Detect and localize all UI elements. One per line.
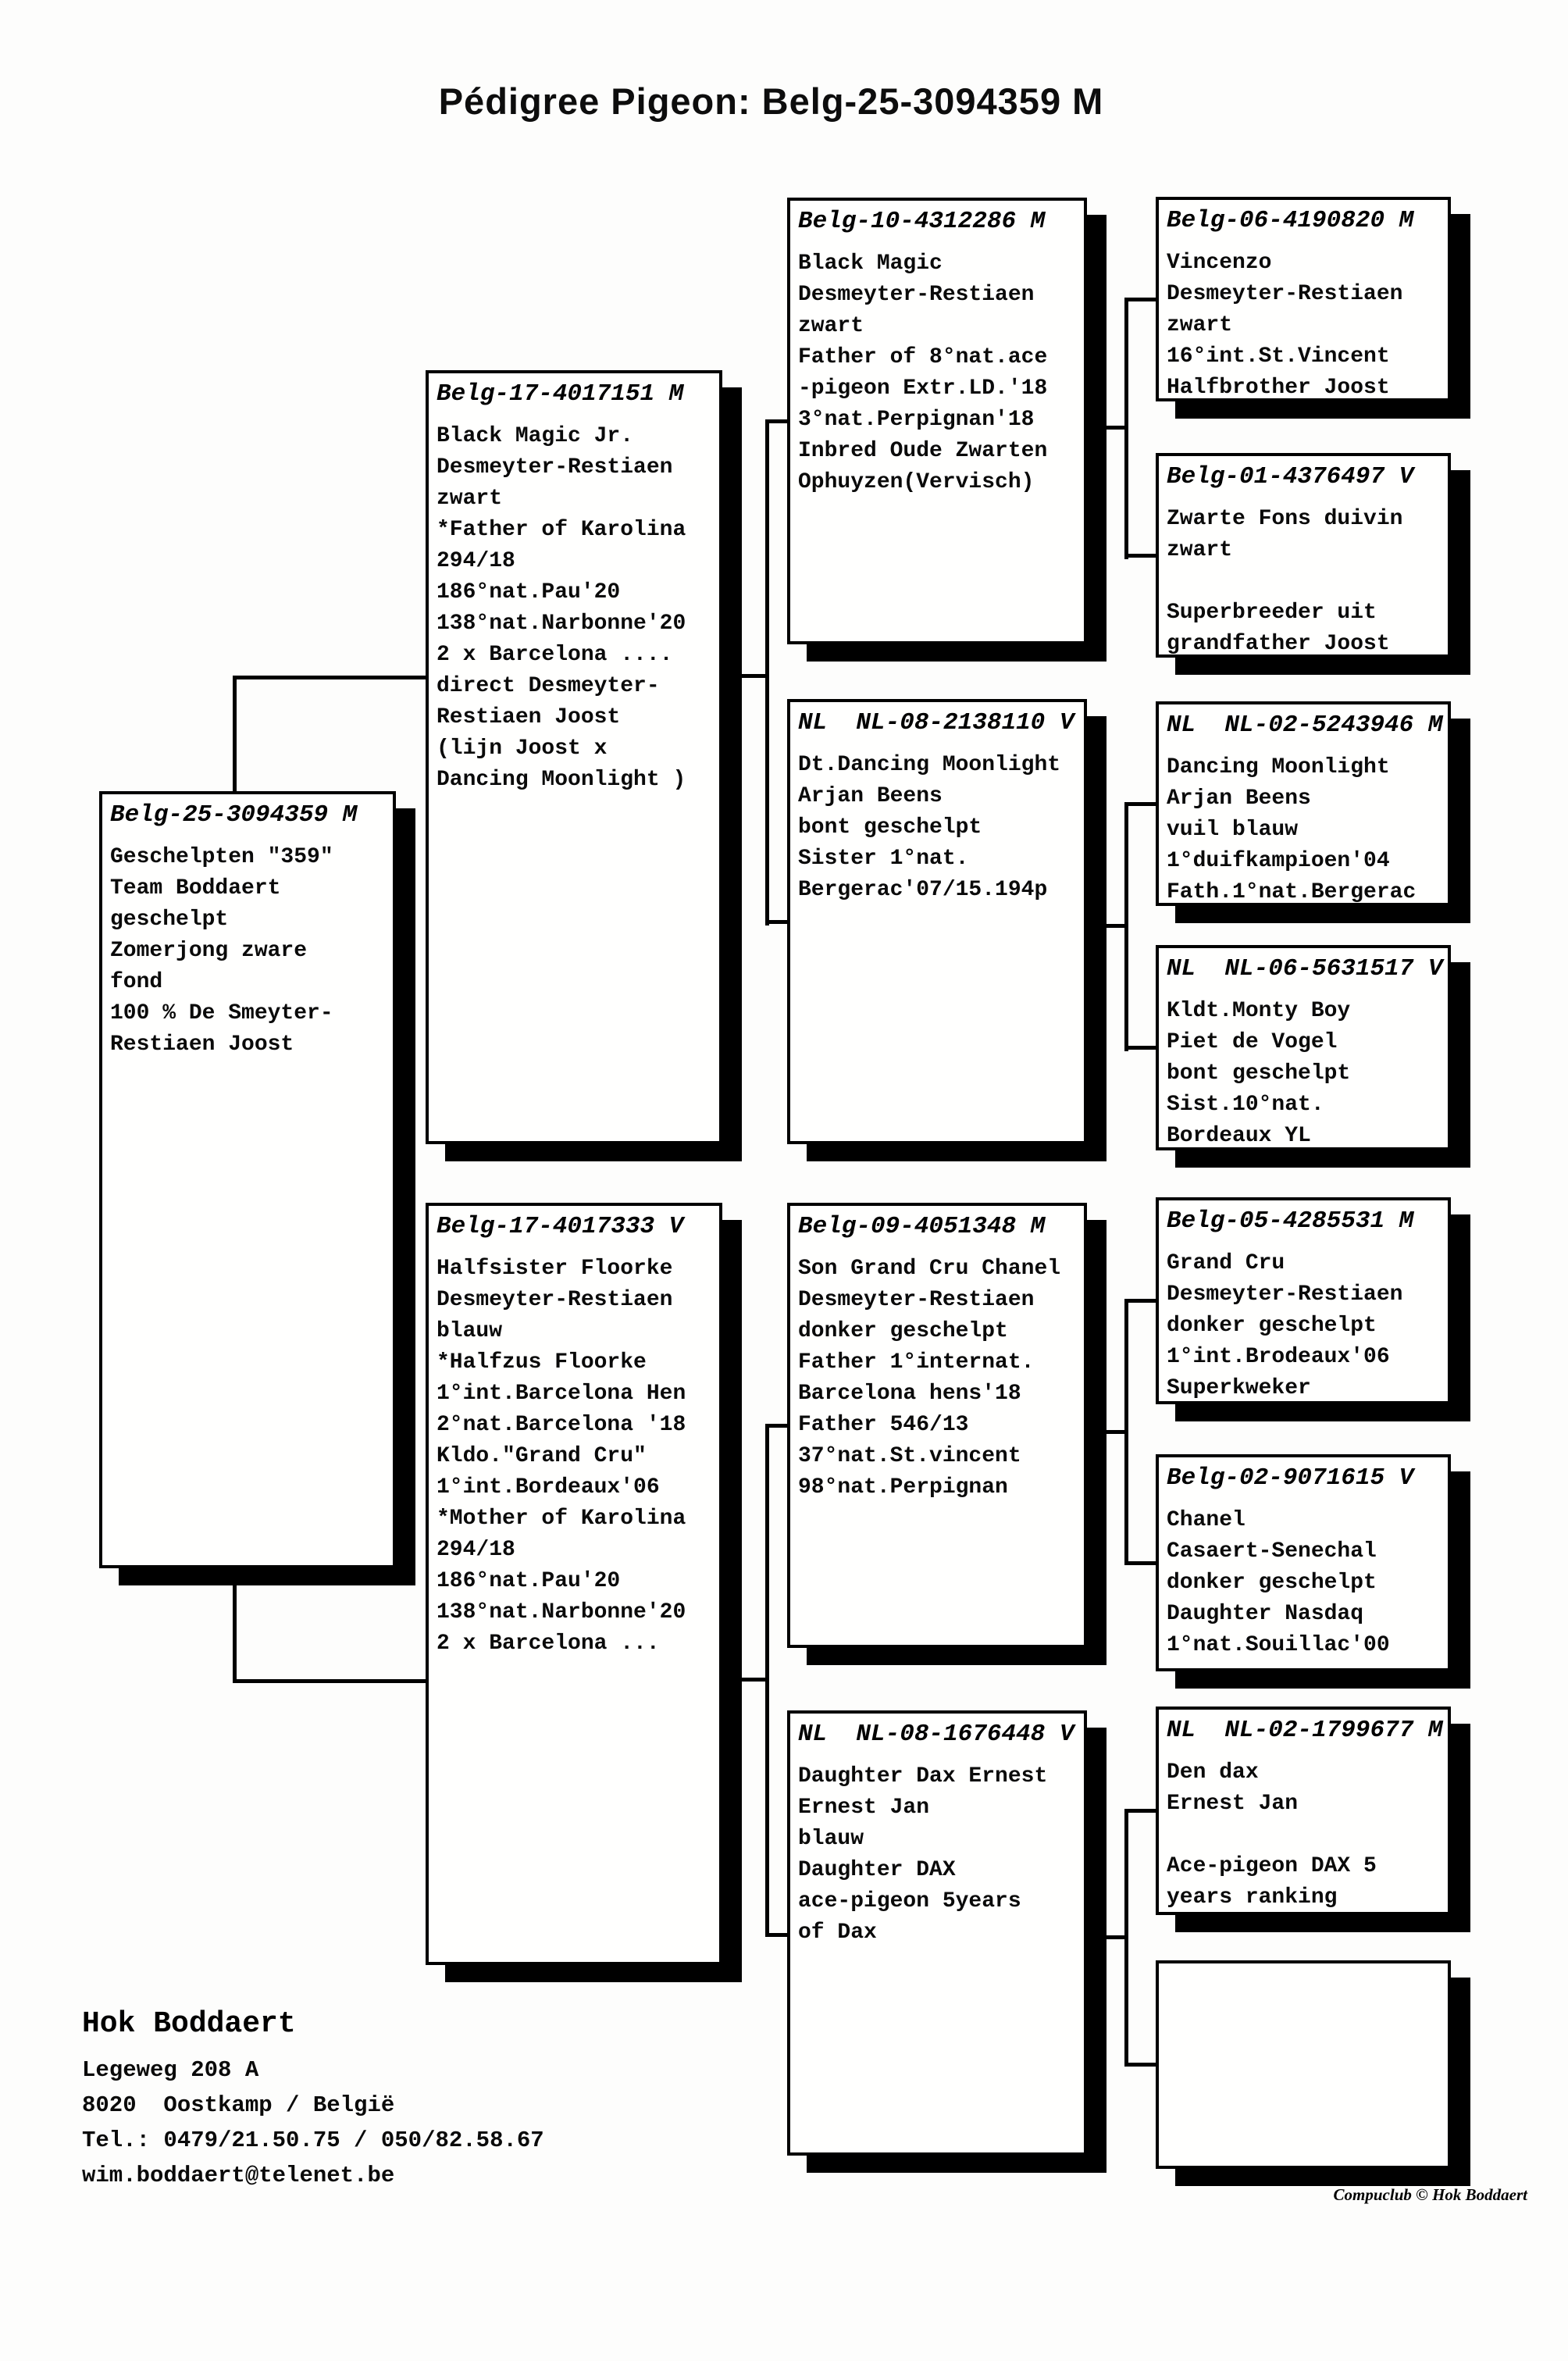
text-line: bont geschelpt xyxy=(1167,1061,1351,1086)
text-line: Desmeyter-Restiaen xyxy=(437,455,673,480)
text-line: Desmeyter-Restiaen xyxy=(1167,1282,1403,1307)
text-line: Ernest Jan xyxy=(798,1796,930,1820)
ring-number: NL NL-08-2138110 V xyxy=(798,709,1074,736)
connector-line xyxy=(1087,426,1124,430)
pedigree-notes xyxy=(1167,1248,1440,1404)
connector-line xyxy=(1124,1561,1157,1565)
text-line: direct Desmeyter- xyxy=(437,674,660,698)
connector-line xyxy=(1087,1935,1124,1939)
text-line: Father 1°internat. xyxy=(798,1350,1035,1375)
connector-line xyxy=(233,676,237,794)
text-line: Zomerjong zware xyxy=(110,939,308,963)
pedigree-box-ggparent-2 xyxy=(1156,453,1451,658)
pedigree-box-ggparent-8-empty xyxy=(1156,1960,1451,2169)
text-line: blauw xyxy=(437,1319,503,1343)
text-line: Daughter DAX xyxy=(798,1858,956,1882)
connector-line xyxy=(1087,924,1124,928)
connector-line xyxy=(1124,1046,1157,1050)
text-line: 186°nat.Pau'20 xyxy=(437,580,621,605)
text-line: Grand Cru xyxy=(1167,1251,1285,1275)
loft-address xyxy=(82,2053,544,2193)
text-line: Daughter Nasdaq xyxy=(1167,1602,1364,1626)
text-line: Dancing Moonlight xyxy=(1167,755,1390,779)
connector-line xyxy=(1124,554,1157,558)
connector-line xyxy=(1124,1299,1157,1303)
text-line: *Mother of Karolina xyxy=(437,1507,686,1531)
text-line: Legeweg 208 A xyxy=(82,2057,259,2083)
pedigree-box-ggparent-1 xyxy=(1156,197,1451,401)
text-line: Fath.1°nat.Bergerac xyxy=(1167,880,1417,904)
ring-number: Belg-25-3094359 M xyxy=(110,801,358,829)
pedigree-box-ggparent-4 xyxy=(1156,945,1451,1150)
text-line: Halfbrother Joost xyxy=(1167,376,1390,400)
text-line: Inbred Oude Zwarten xyxy=(798,439,1048,463)
text-line: bont geschelpt xyxy=(798,815,982,840)
pedigree-box-grandsire-paternal xyxy=(787,198,1087,644)
text-line: 294/18 xyxy=(437,549,515,573)
text-line: Superkweker xyxy=(1167,1376,1311,1400)
text-line: Chanel xyxy=(1167,1508,1245,1532)
page-title: Pédigree Pigeon: Belg-25-3094359 M xyxy=(438,80,1104,122)
text-line: 1°int.Brodeaux'06 xyxy=(1167,1345,1390,1369)
text-line: zwart xyxy=(798,314,864,338)
connector-line xyxy=(1124,1809,1128,2067)
text-line: Black Magic Jr. xyxy=(437,424,634,448)
pedigree-box-grandsire-maternal xyxy=(787,1203,1087,1648)
text-line xyxy=(1167,566,1440,597)
text-line: *Halfzus Floorke xyxy=(437,1350,647,1375)
text-line: zwart xyxy=(1167,538,1233,562)
text-line: 2°nat.Barcelona '18 xyxy=(437,1413,686,1437)
text-line: grandfather Joost xyxy=(1167,632,1390,656)
text-line: wim.boddaert@telenet.be xyxy=(82,2163,395,2188)
text-line: of Dax xyxy=(798,1921,877,1945)
text-line: Geschelpten "359" xyxy=(110,845,333,869)
text-line: Sister 1°nat. xyxy=(798,847,969,871)
connector-line xyxy=(1124,1809,1157,1813)
text-line: zwart xyxy=(437,487,503,511)
pedigree-box-ggparent-3 xyxy=(1156,701,1451,906)
ring-number: Belg-10-4312286 M xyxy=(798,208,1046,235)
text-line: 138°nat.Narbonne'20 xyxy=(437,1600,686,1625)
text-line: Team Boddaert xyxy=(110,876,281,901)
text-line: 3°nat.Perpignan'18 xyxy=(798,408,1035,432)
text-line: fond xyxy=(110,970,163,994)
connector-line xyxy=(233,676,428,679)
text-line: Superbreeder uit xyxy=(1167,601,1377,625)
text-line: Father of 8°nat.ace xyxy=(798,345,1048,369)
text-line: Dt.Dancing Moonlight xyxy=(798,753,1061,777)
ring-number: NL NL-02-1799677 M xyxy=(1167,1717,1443,1744)
text-line: 100 % De Smeyter- xyxy=(110,1001,333,1025)
text-line: donker geschelpt xyxy=(1167,1314,1377,1338)
text-line: Desmeyter-Restiaen xyxy=(798,283,1035,307)
pedigree-notes xyxy=(1167,996,1440,1150)
text-line: Bergerac'07/15.194p xyxy=(798,878,1048,902)
text-line: blauw xyxy=(798,1827,864,1851)
connector-line xyxy=(1124,802,1128,1051)
text-line: Black Magic xyxy=(798,251,943,276)
pedigree-box-ggparent-7 xyxy=(1156,1707,1451,1915)
text-line: 37°nat.St.vincent xyxy=(798,1444,1021,1468)
pedigree-notes xyxy=(798,1254,1076,1503)
text-line: 1°nat.Souillac'00 xyxy=(1167,1633,1390,1657)
text-line: Restiaen Joost xyxy=(437,705,621,729)
text-line: Arjan Beens xyxy=(1167,786,1311,811)
connector-line xyxy=(765,1933,789,1937)
text-line: Vincenzo xyxy=(1167,251,1272,275)
ring-number: Belg-01-4376497 V xyxy=(1167,463,1414,490)
ring-number: NL NL-02-5243946 M xyxy=(1167,712,1443,739)
text-line: Father 546/13 xyxy=(798,1413,969,1437)
text-line: geschelpt xyxy=(110,908,229,932)
connector-line xyxy=(726,674,768,678)
connector-line xyxy=(233,1566,237,1683)
text-line: zwart xyxy=(1167,313,1233,337)
ring-number: Belg-09-4051348 M xyxy=(798,1213,1046,1240)
pedigree-notes xyxy=(1167,1505,1440,1661)
pedigree-notes xyxy=(798,1761,1076,1949)
text-line: Desmeyter-Restiaen xyxy=(798,1288,1035,1312)
connector-line xyxy=(1124,298,1128,559)
text-line: Ace-pigeon DAX 5 xyxy=(1167,1854,1377,1878)
text-line: 1°int.Bordeaux'06 xyxy=(437,1475,660,1500)
text-line: 294/18 xyxy=(437,1538,515,1562)
connector-line xyxy=(765,1424,789,1428)
pedigree-notes xyxy=(437,421,711,796)
ring-number: Belg-17-4017333 V xyxy=(437,1213,684,1240)
ring-number: Belg-05-4285531 M xyxy=(1167,1207,1414,1235)
text-line: Halfsister Floorke xyxy=(437,1257,673,1281)
text-line xyxy=(1167,1820,1440,1851)
connector-line xyxy=(1124,802,1157,806)
text-line: Casaert-Senechal xyxy=(1167,1539,1377,1564)
text-line: 98°nat.Perpignan xyxy=(798,1475,1008,1500)
text-line: vuil blauw xyxy=(1167,818,1299,842)
text-line: 2 x Barcelona ... xyxy=(437,1632,660,1656)
text-line: Zwarte Fons duivin xyxy=(1167,507,1403,531)
connector-line xyxy=(1087,1430,1124,1434)
text-line: Sist.10°nat. xyxy=(1167,1093,1324,1117)
pedigree-box-subject xyxy=(99,791,396,1568)
pedigree-notes xyxy=(798,248,1076,498)
connector-line xyxy=(765,419,769,925)
pedigree-notes xyxy=(1167,1757,1440,1913)
text-line: Desmeyter-Restiaen xyxy=(1167,282,1403,306)
pedigree-box-granddam-paternal xyxy=(787,699,1087,1144)
pedigree-notes xyxy=(110,842,385,1061)
text-line: 138°nat.Narbonne'20 xyxy=(437,612,686,636)
text-line: Tel.: 0479/21.50.75 / 050/82.58.67 xyxy=(82,2127,544,2153)
connector-line xyxy=(1124,298,1157,301)
text-line: 186°nat.Pau'20 xyxy=(437,1569,621,1593)
text-line: -pigeon Extr.LD.'18 xyxy=(798,376,1048,401)
pedigree-box-ggparent-5 xyxy=(1156,1197,1451,1404)
ring-number: Belg-02-9071615 V xyxy=(1167,1464,1414,1492)
text-line: *Father of Karolina xyxy=(437,518,686,542)
pedigree-notes xyxy=(1167,248,1440,401)
pedigree-notes xyxy=(1167,504,1440,658)
text-line: Ernest Jan xyxy=(1167,1792,1299,1816)
text-line: Ophuyzen(Vervisch) xyxy=(798,470,1035,494)
pedigree-box-sire xyxy=(426,370,722,1144)
pedigree-box-dam xyxy=(426,1203,722,1965)
ring-number: NL NL-08-1676448 V xyxy=(798,1721,1074,1748)
text-line: Kldo."Grand Cru" xyxy=(437,1444,647,1468)
text-line: Desmeyter-Restiaen xyxy=(437,1288,673,1312)
text-line: 2 x Barcelona .... xyxy=(437,643,673,667)
text-line: Restiaen Joost xyxy=(110,1032,294,1057)
text-line: (lijn Joost x xyxy=(437,736,608,761)
connector-line xyxy=(1124,1299,1128,1564)
pedigree-notes xyxy=(437,1254,711,1660)
text-line: Dancing Moonlight ) xyxy=(437,768,686,792)
connector-line xyxy=(233,1679,428,1683)
loft-name: Hok Boddaert xyxy=(82,2007,296,2041)
text-line: donker geschelpt xyxy=(798,1319,1008,1343)
connector-line xyxy=(765,1424,769,1937)
pedigree-notes xyxy=(1167,752,1440,906)
text-line: Den dax xyxy=(1167,1760,1259,1785)
text-line: Bordeaux YL xyxy=(1167,1124,1311,1148)
text-line: ace-pigeon 5years xyxy=(798,1889,1021,1913)
text-line: Piet de Vogel xyxy=(1167,1030,1338,1054)
ring-number: NL NL-06-5631517 V xyxy=(1167,955,1443,983)
connector-line xyxy=(726,1678,768,1682)
connector-line xyxy=(765,920,789,924)
pedigree-notes xyxy=(798,750,1076,906)
connector-line xyxy=(1124,2063,1157,2067)
text-line: Kldt.Monty Boy xyxy=(1167,999,1351,1023)
text-line: donker geschelpt xyxy=(1167,1571,1377,1595)
connector-line xyxy=(765,419,789,423)
text-line: Daughter Dax Ernest xyxy=(798,1764,1048,1789)
pedigree-box-ggparent-6 xyxy=(1156,1454,1451,1671)
text-line: 8020 Oostkamp / België xyxy=(82,2092,395,2118)
text-line: 1°duifkampioen'04 xyxy=(1167,849,1390,873)
ring-number: Belg-17-4017151 M xyxy=(437,380,684,408)
text-line: years ranking xyxy=(1167,1885,1338,1910)
text-line: Arjan Beens xyxy=(798,784,943,808)
text-line: 1°int.Barcelona Hen xyxy=(437,1382,686,1406)
text-line: Son Grand Cru Chanel xyxy=(798,1257,1061,1281)
text-line: Barcelona hens'18 xyxy=(798,1382,1021,1406)
pedigree-box-granddam-maternal xyxy=(787,1710,1087,2156)
software-credit: Compuclub © Hok Boddaert xyxy=(1333,2185,1527,2204)
text-line: 16°int.St.Vincent xyxy=(1167,344,1390,369)
ring-number: Belg-06-4190820 M xyxy=(1167,207,1414,234)
